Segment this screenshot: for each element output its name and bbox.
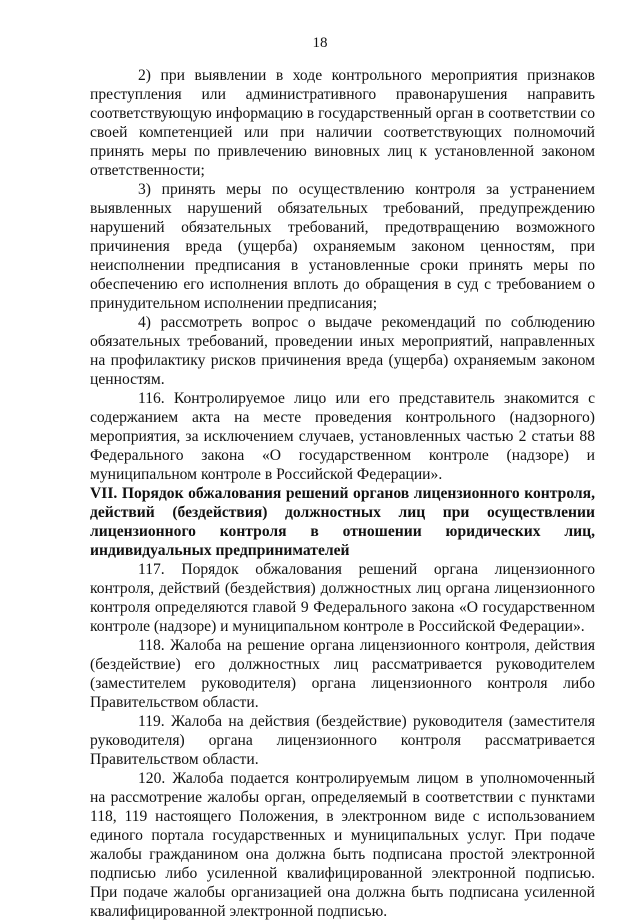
paragraph-116: 116. Контролируемое лицо или его представитель знакомится с содержанием акта на месте проведения контрольного (надзорного) мероприятия, за исключением случаев, установленных частью 2 статьи 88 Федерального закона «О государственном контроле (надзоре) и муниципальном контроле в Российской Федерации». [90,390,595,483]
paragraph-118: 118. Жалоба на решение органа лицензионного контроля, действия (бездействие) его должностных лиц рассматривается руководителем (заместителем руководителя) органа лицензионного контроля либо Правительством области. [90,637,595,711]
page-number: 18 [312,35,328,51]
paragraph-item-4: 4) рассмотреть вопрос о выдаче рекомендаций по соблюдению обязательных требований, проведении иных мероприятий, направленных на профилактику рисков причинения вреда (ущерба) охраняемым законом ценностям. [90,314,595,388]
paragraph-119: 119. Жалоба на действия (бездействие) руководителя (заместителя руководителя) органа лицензионного контроля рассматривается Правительством области. [90,713,595,768]
paragraph-117: 117. Порядок обжалования решений органа лицензионного контроля, действий (бездействия) должностных лиц органа лицензионного контроля определяются главой 9 Федерального закона «О государственном контроле (надзоре) и муниципальном контроле в Российской Федерации». [90,561,595,635]
document-body [90,66,595,921]
paragraph-item-3: 3) принять меры по осуществлению контроля за устранением выявленных нарушений обязательных требований, предупреждению нарушений обязательных требований, предотвращению возможного причинения вреда (ущерба) охраняемым законом ценностям, при неисполнении предписания в установленные сроки принять меры по обеспечению его исполнения вплоть до обращения в суд с требованием о принудительном исполнении предписания; [90,181,595,312]
section-heading: VII. Порядок обжалования решений органов лицензионного контроля, действий (бездействия) должностных лиц при осуществлении лицензионного контроля в отношении юридических лиц, индивидуальных предпринимателей [90,485,595,559]
paragraph-item-2: 2) при выявлении в ходе контрольного мероприятия признаков преступления или административного правонарушения направить соответствующую информацию в государственный орган в соответствии со своей компетенцией или при наличии соответствующих полномочий принять меры по привлечению виновных лиц к установленной законом ответственности; [90,67,595,179]
paragraph-120: 120. Жалоба подается контролируемым лицом в уполномоченный на рассмотрение жалобы орган, определяемый в соответствии с пунктами 118, 119 настоящего Положения, в электронном виде с использованием единого портала государственных и муниципальных услуг. При подаче жалобы гражданином она должна быть подписана простой электронной подписью либо усиленной квалифицированной электронной подписью. При подаче жалобы организацией она должна быть подписана усиленной квалифицированной электронной подписью. [90,770,595,920]
